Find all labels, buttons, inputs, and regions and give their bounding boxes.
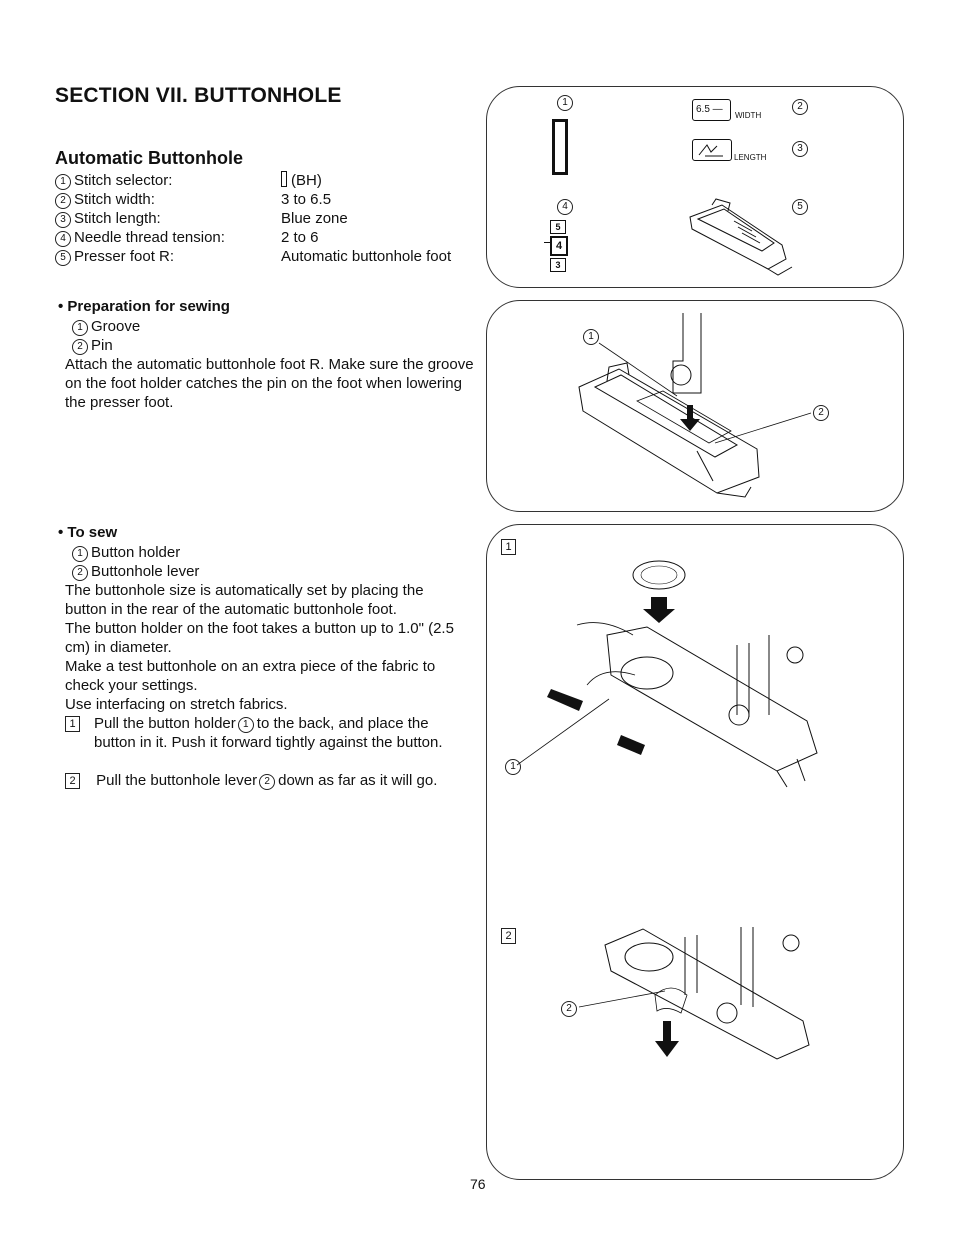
to-sew-paragraph: Make a test buttonhole on an extra piece of the fabric to check your settings. [65, 658, 436, 694]
setting-row: 4 Needle thread tension: 2 to 6 [55, 228, 451, 247]
preparation-item: 2 Pin [72, 336, 113, 355]
settings-figure-panel [486, 86, 904, 288]
callout-button-holder: 1 [505, 759, 521, 775]
callout-4: 4 [557, 199, 573, 215]
setting-row: 3 Stitch length: Blue zone [55, 209, 451, 228]
preparation-heading: • Preparation for sewing [58, 298, 230, 315]
length-label: LENGTH [734, 153, 767, 162]
button-placement-illustration [487, 525, 903, 1179]
to-sew-item: 2 Buttonhole lever [72, 562, 199, 581]
step-1: 1 Pull the button holder 1 to the back, and place the button in it. Push it forward tightly against the button. [65, 714, 475, 733]
figure-step-1: 1 [501, 539, 516, 555]
tension-dial-icon: 5 4 3 [550, 220, 566, 276]
figure-step-2: 2 [501, 928, 516, 944]
callout-groove: 1 [583, 329, 599, 345]
to-sew-item: 1 Button holder [72, 543, 180, 562]
step-number: 2 [65, 773, 80, 789]
callout-5: 5 [792, 199, 808, 215]
to-sew-paragraph: The button holder on the foot takes a button up to 1.0" (2.5 cm) in diameter. [65, 620, 454, 656]
callout-buttonhole-lever: 2 [561, 1001, 577, 1017]
setting-row: 1 Stitch selector: (BH) [55, 171, 451, 190]
presser-foot-attachment-illustration [487, 301, 903, 511]
callout-3: 3 [792, 141, 808, 157]
callout-pin: 2 [813, 405, 829, 421]
page-number: 76 [470, 1176, 486, 1192]
buttonhole-stitch-icon [281, 171, 287, 187]
buttonhole-foot-illustration [682, 197, 797, 277]
setting-row: 2 Stitch width: 3 to 6.5 [55, 190, 451, 209]
setting-row: 5 Presser foot R: Automatic buttonhole foot [55, 247, 451, 266]
settings-list [55, 171, 451, 266]
to-sew-heading: • To sew [58, 524, 118, 541]
length-dial-icon [692, 139, 732, 161]
preparation-text: Attach the automatic buttonhole foot R. Make sure the groove on the foot holder catches the pin on the foot when lowering the presser foot. [65, 356, 474, 411]
to-sew-paragraph: The buttonhole size is automatically set by placing the button in the rear of the automatic buttonhole foot. [65, 582, 424, 618]
callout-2: 2 [792, 99, 808, 115]
preparation-item: 1 Groove [72, 317, 140, 336]
step-2: 2 Pull the buttonhole lever 2 down as far as it will go. [65, 771, 475, 790]
section-title: SECTION VII. BUTTONHOLE [55, 84, 342, 107]
step-number: 1 [65, 716, 80, 732]
width-label: WIDTH [735, 111, 762, 120]
buttonhole-stitch-icon [552, 119, 568, 175]
preparation-figure-panel [486, 300, 904, 512]
sewing-steps-figure-panel [486, 524, 904, 1180]
width-display: 6.5 — [692, 99, 731, 121]
subsection-title: Automatic Buttonhole [55, 148, 243, 168]
callout-1: 1 [557, 95, 573, 111]
to-sew-paragraph: Use interfacing on stretch fabrics. [65, 696, 288, 713]
